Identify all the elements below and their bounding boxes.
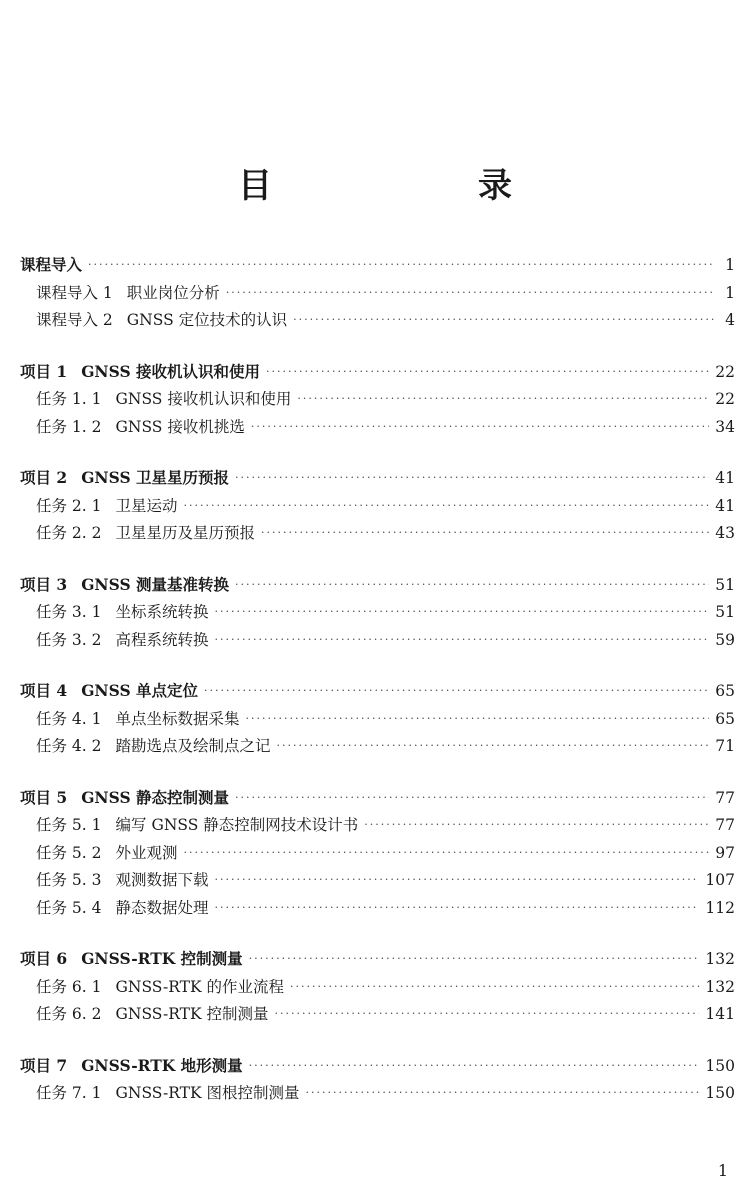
toc-entry-page: 97 <box>715 843 735 862</box>
toc-entry-page: 51 <box>715 603 735 621</box>
toc-entry-label <box>36 813 358 835</box>
toc-entry-page: 41 <box>715 496 735 515</box>
page-title: 目 录 <box>238 166 598 206</box>
toc-entry-page: 22 <box>715 362 735 381</box>
toc-entry-label <box>36 494 178 516</box>
toc-entry-number: 任务 7. 1 <box>36 1084 102 1102</box>
toc-entry-title: 课程导入 <box>20 255 83 274</box>
toc-entry-title: 职业岗位分析 <box>126 283 220 302</box>
toc-entry-number: 课程导入 1 <box>36 283 113 302</box>
dot-leader <box>246 712 710 725</box>
toc-task-entry[interactable] <box>20 387 735 415</box>
toc-entry-title: 编写 GNSS 静态控制网技术设计书 <box>115 816 359 834</box>
toc-chapter-entry[interactable] <box>20 466 735 494</box>
toc-entry-page: 132 <box>705 950 735 968</box>
toc-task-entry[interactable] <box>20 896 735 924</box>
toc-entry-label <box>36 707 240 729</box>
toc-entry-number: 任务 2. 2 <box>36 524 102 542</box>
toc-entry-title: GNSS 接收机认识和使用 <box>115 390 292 408</box>
toc-task-entry[interactable] <box>20 415 735 443</box>
dot-leader <box>215 633 710 646</box>
toc-entry-number: 项目 6 <box>20 949 68 968</box>
dot-leader <box>266 365 709 378</box>
toc-entry-number: 项目 1 <box>20 361 68 381</box>
toc-entry-label <box>20 466 229 488</box>
toc-section <box>20 466 735 549</box>
toc-entry-label <box>36 841 178 863</box>
toc-entry-title: GNSS-RTK 控制测量 <box>115 1005 269 1023</box>
dot-leader <box>88 258 715 271</box>
toc-entry-number: 项目 5 <box>20 787 68 807</box>
toc-entry-label <box>36 600 209 622</box>
toc-chapter-entry[interactable] <box>20 1054 735 1082</box>
toc-entry-number: 任务 5. 2 <box>36 843 102 862</box>
toc-entry-page: 22 <box>715 390 735 408</box>
toc-section <box>20 947 735 1030</box>
toc-entry-label <box>36 868 209 890</box>
toc-entry-title: 外业观测 <box>115 843 178 862</box>
toc-entry-page: 150 <box>705 1084 735 1102</box>
toc-entry-page: 132 <box>705 977 735 996</box>
dot-leader <box>249 952 700 965</box>
toc-entry-page: 51 <box>715 575 735 594</box>
toc-section <box>20 679 735 762</box>
toc-entry-number: 项目 4 <box>20 681 68 700</box>
toc-entry-label <box>36 281 220 303</box>
toc-entry-page: 77 <box>715 816 735 834</box>
toc-entry-number: 任务 1. 1 <box>36 390 102 408</box>
toc-entry-number: 任务 5. 3 <box>36 871 102 889</box>
toc-chapter-entry[interactable] <box>20 573 735 601</box>
toc-entry-label <box>36 521 255 543</box>
dot-leader <box>184 499 710 512</box>
toc-entry-title: 踏勘选点及绘制点之记 <box>115 737 271 755</box>
toc-entry-page: 1 <box>725 283 735 302</box>
toc-entry-title: GNSS-RTK 控制测量 <box>81 949 243 968</box>
toc-entry-label <box>36 387 291 409</box>
toc-entry-label <box>36 415 245 437</box>
toc-entry-number: 任务 6. 2 <box>36 1005 102 1023</box>
toc-entry-page: 65 <box>715 709 735 728</box>
toc-entry-title: GNSS 卫星星历预报 <box>81 468 230 487</box>
toc-entry-label <box>20 253 82 275</box>
toc-entry-title: GNSS 静态控制测量 <box>81 787 230 807</box>
toc-entry-title: GNSS-RTK 的作业流程 <box>115 977 284 996</box>
toc-entry-title: GNSS 定位技术的认识 <box>126 311 288 329</box>
dot-leader <box>364 818 709 831</box>
toc-chapter-entry[interactable] <box>20 947 735 975</box>
toc-section <box>20 1054 735 1109</box>
dot-leader <box>277 739 710 752</box>
toc-entry-number: 课程导入 2 <box>36 311 113 329</box>
toc-chapter-entry[interactable] <box>20 253 735 281</box>
dot-leader <box>215 873 700 886</box>
toc-entry-page: 1 <box>725 256 735 274</box>
dot-leader <box>215 605 710 618</box>
dot-leader <box>249 1059 700 1072</box>
toc-task-entry[interactable] <box>20 1081 735 1109</box>
toc-entry-title: 单点坐标数据采集 <box>115 709 240 728</box>
toc-entry-number: 任务 3. 2 <box>36 630 102 649</box>
toc-entry-number: 任务 4. 2 <box>36 737 102 755</box>
toc-task-entry[interactable] <box>20 281 735 309</box>
toc-task-entry[interactable] <box>20 868 735 896</box>
toc-entry-page: 112 <box>705 898 735 917</box>
toc-chapter-entry[interactable] <box>20 786 735 814</box>
dot-leader <box>184 846 710 859</box>
toc-entry-page: 59 <box>715 630 735 649</box>
toc-entry-title: GNSS 接收机认识和使用 <box>81 361 261 381</box>
toc-entry-label <box>20 360 260 382</box>
toc-entry-title: 高程系统转换 <box>115 630 209 649</box>
toc-entry-page: 150 <box>705 1056 735 1075</box>
toc-chapter-entry[interactable] <box>20 679 735 707</box>
toc-task-entry[interactable] <box>20 841 735 869</box>
toc-entry-page: 34 <box>715 417 735 436</box>
toc-task-entry[interactable] <box>20 600 735 628</box>
dot-leader <box>235 578 709 591</box>
toc-entry-number: 任务 5. 4 <box>36 898 102 917</box>
toc-entry-title: 观测数据下载 <box>115 871 209 889</box>
table-of-contents <box>20 253 735 1133</box>
toc-entry-label <box>20 573 229 595</box>
toc-section <box>20 360 735 443</box>
toc-entry-page: 77 <box>715 788 735 807</box>
toc-entry-label <box>36 975 284 997</box>
toc-entry-page: 41 <box>715 469 735 487</box>
toc-task-entry[interactable] <box>20 813 735 841</box>
toc-entry-title: 卫星星历及星历预报 <box>115 524 256 542</box>
toc-task-entry[interactable] <box>20 521 735 549</box>
toc-entry-title: GNSS 接收机挑选 <box>115 417 245 436</box>
toc-entry-number: 任务 2. 1 <box>36 496 102 515</box>
toc-entry-label <box>20 1054 243 1076</box>
toc-entry-label <box>36 308 287 330</box>
toc-entry-title: 卫星运动 <box>115 496 178 515</box>
toc-entry-title: 坐标系统转换 <box>115 603 209 621</box>
toc-entry-page: 107 <box>705 871 735 889</box>
toc-task-entry[interactable] <box>20 1002 735 1030</box>
toc-entry-page: 141 <box>705 1005 735 1023</box>
toc-entry-number: 任务 3. 1 <box>36 603 102 621</box>
dot-leader <box>251 420 709 433</box>
toc-section <box>20 786 735 924</box>
dot-leader <box>226 286 715 299</box>
toc-entry-number: 项目 2 <box>20 468 68 487</box>
toc-entry-page: 71 <box>715 737 735 755</box>
toc-section <box>20 253 735 336</box>
dot-leader <box>235 471 709 484</box>
dot-leader <box>305 1086 699 1099</box>
toc-entry-number: 任务 6. 1 <box>36 977 102 996</box>
dot-leader <box>261 526 709 539</box>
toc-entry-label <box>20 786 229 808</box>
dot-leader <box>293 313 715 326</box>
toc-entry-page: 65 <box>715 682 735 700</box>
toc-entry-label <box>20 947 243 969</box>
toc-entry-label <box>36 1002 268 1024</box>
toc-task-entry[interactable] <box>20 628 735 656</box>
dot-leader <box>297 392 709 405</box>
dot-leader <box>290 980 699 993</box>
toc-entry-title: GNSS 单点定位 <box>81 681 199 700</box>
toc-chapter-entry[interactable] <box>20 360 735 388</box>
toc-task-entry[interactable] <box>20 308 735 336</box>
footer-page-number: 1 <box>717 1161 728 1180</box>
toc-entry-number: 项目 3 <box>20 574 68 594</box>
dot-leader <box>204 684 709 697</box>
toc-task-entry[interactable] <box>20 494 735 522</box>
toc-entry-title: GNSS-RTK 地形测量 <box>81 1055 243 1075</box>
toc-entry-number: 项目 7 <box>20 1055 68 1075</box>
dot-leader <box>274 1007 699 1020</box>
toc-entry-title: GNSS 测量基准转换 <box>81 574 230 594</box>
toc-entry-page: 43 <box>715 524 735 542</box>
dot-leader <box>215 901 700 914</box>
toc-entry-label <box>20 679 198 701</box>
toc-task-entry[interactable] <box>20 707 735 735</box>
toc-entry-number: 任务 5. 1 <box>36 816 102 834</box>
toc-task-entry[interactable] <box>20 975 735 1003</box>
toc-entry-title: GNSS-RTK 图根控制测量 <box>115 1084 300 1102</box>
toc-entry-title: 静态数据处理 <box>115 898 209 917</box>
toc-entry-label <box>36 896 209 918</box>
toc-entry-label <box>36 734 271 756</box>
toc-entry-number: 任务 4. 1 <box>36 709 102 728</box>
toc-entry-label <box>36 1081 299 1103</box>
toc-entry-number: 任务 1. 2 <box>36 417 102 436</box>
dot-leader <box>235 791 709 804</box>
toc-section <box>20 573 735 656</box>
toc-task-entry[interactable] <box>20 734 735 762</box>
toc-entry-label <box>36 628 209 650</box>
toc-entry-page: 4 <box>725 311 735 329</box>
